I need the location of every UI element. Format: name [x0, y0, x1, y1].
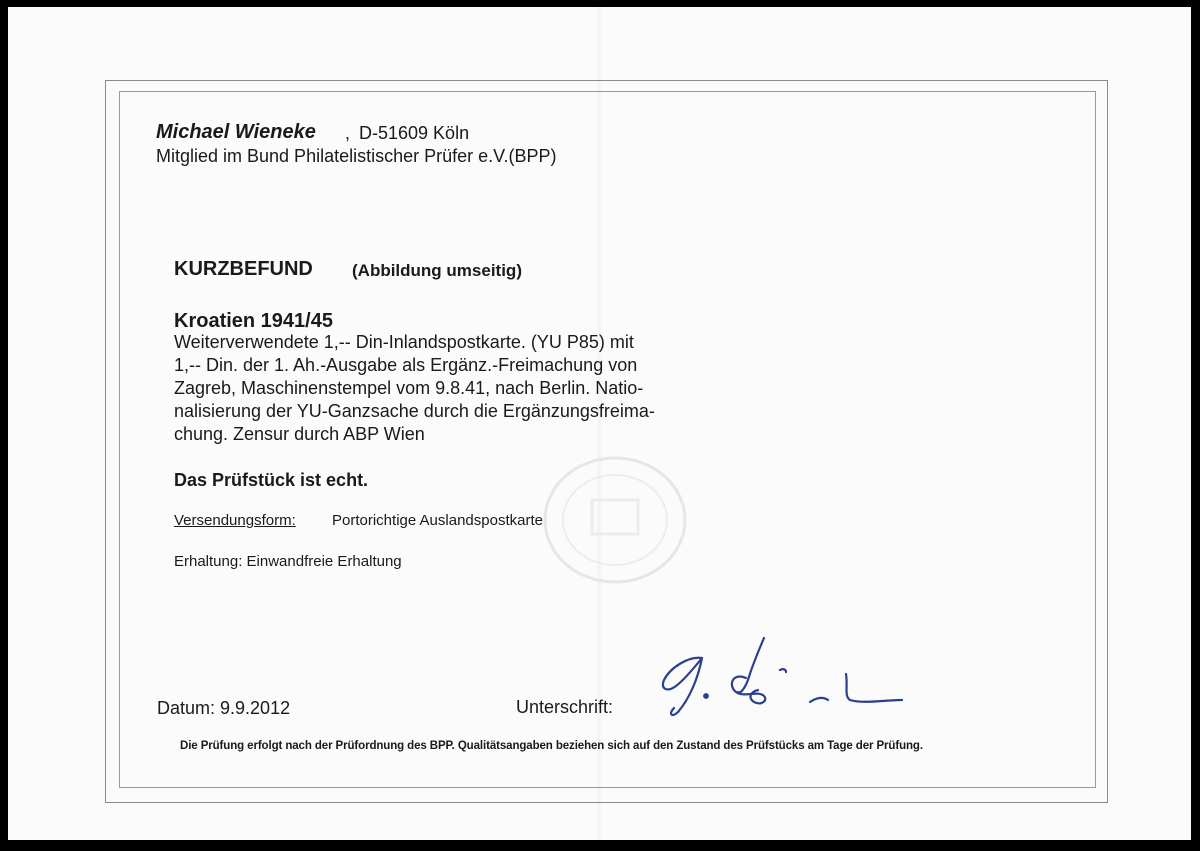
item-title: Kroatien 1941/45: [174, 310, 333, 332]
description-line: nalisierung der YU-Ganzsache durch die Ergänzungsfreima-: [174, 401, 655, 421]
shipping-value: Portorichtige Auslandspostkarte.: [332, 512, 548, 529]
description-line: chung. Zensur durch ABP Wien: [174, 424, 425, 444]
examiner-separator: ,: [345, 123, 351, 143]
report-title: KURZBEFUND: [174, 258, 313, 280]
description-line: Zagreb, Maschinenstempel vom 9.8.41, nach Berlin. Natio-: [174, 378, 644, 398]
report-note: (Abbildung umseitig): [352, 261, 522, 280]
verdict: Das Prüfstück ist echt.: [174, 470, 369, 490]
seal-watermark: [530, 445, 700, 595]
signature-label: Unterschrift:: [516, 697, 614, 717]
condition: Erhaltung: Einwandfreie Erhaltung: [174, 553, 402, 570]
examiner-name: Michael Wieneke: [156, 121, 316, 143]
examiner-city: D-51609 Köln: [359, 123, 470, 143]
shipping-label: Versendungsform:: [174, 512, 296, 529]
date: Datum: 9.9.2012: [157, 698, 291, 718]
membership-line: Mitglied im Bund Philatelistischer Prüfer e.V.(BPP): [156, 146, 557, 166]
footer-disclaimer: Die Prüfung erfolgt nach der Prüfordnung des BPP. Qualitätsangaben beziehen sich auf den Zustand des Prüfstücks am Tage der Prüfung.: [180, 740, 923, 752]
description-line: Weiterverwendete 1,-- Din-Inlandspostkarte. (YU P85) mit: [174, 332, 634, 352]
description-line: 1,-- Din. der 1. Ah.-Ausgabe als Ergänz.-Freimachung von: [174, 355, 638, 375]
handwritten-signature: [640, 630, 920, 720]
